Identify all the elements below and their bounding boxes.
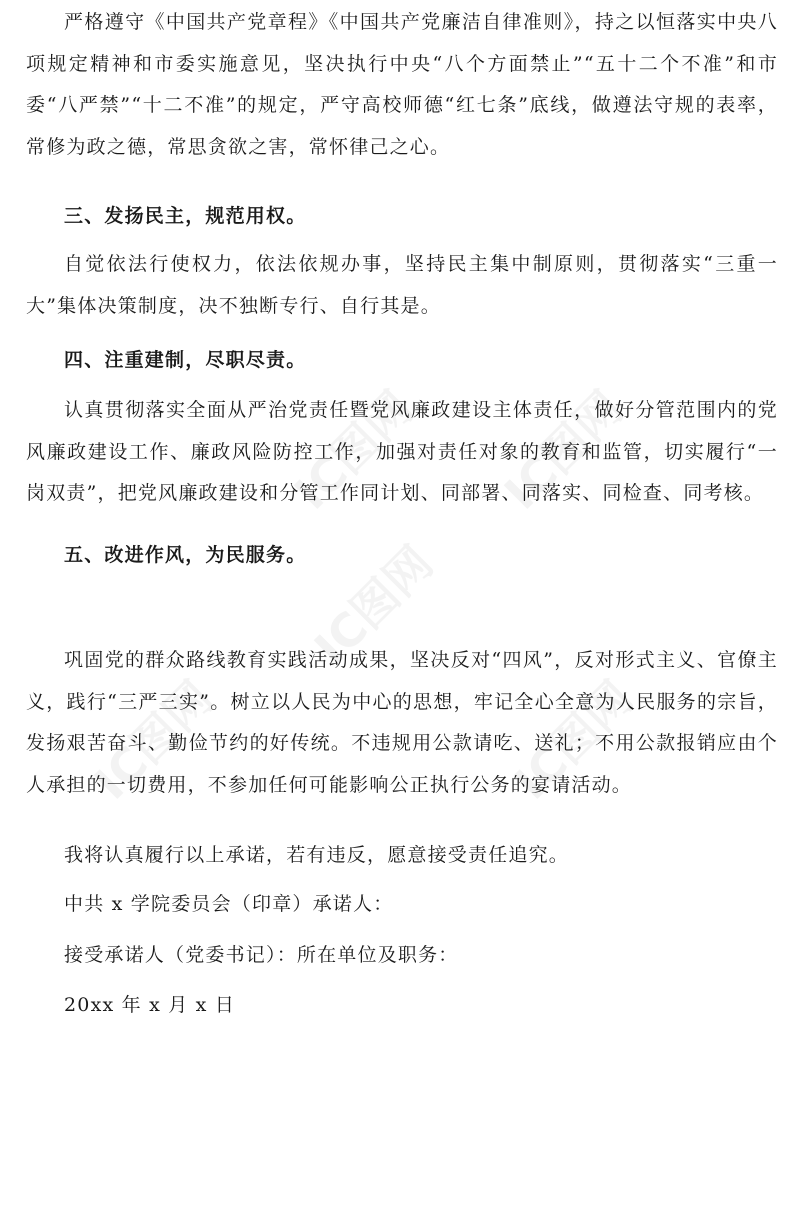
section-heading-5: 五、改进作风，为民服务。: [64, 544, 307, 566]
paragraph-responsibility: 认真贯彻落实全面从严治党责任暨党风廉政建设主体责任，做好分管范围内的党风廉政建设工作、廉政风险防控工作，加强对责任对象的教育和监管，切实履行“一岗双责”，把党风廉政建设和分管工作同计划、同部署、同落实、同检查、同考核。: [26, 399, 778, 504]
signature-recipient: 接受承诺人（党委书记）：所在单位及职务：: [64, 944, 459, 966]
section-heading-3: 三、发扬民主，规范用权。: [64, 205, 307, 227]
signature-committee: 中共 x 学院委员会（印章）承诺人：: [64, 893, 394, 915]
section-heading-4: 四、注重建制，尽职尽责。: [64, 349, 307, 371]
paragraph-work-style: 巩固党的群众路线教育实践活动成果，坚决反对“四风”，反对形式主义、官僚主义，践行“三严三实”。树立以人民为中心的思想，牢记全心全意为人民服务的宗旨，发扬艰苦奋斗、勤俭节约的好传统。不违规用公款请吃、送礼；不用公款报销应由个人承担的一切费用，不参加任何可能影响公正执行公务的宴请活动。: [26, 649, 778, 796]
paragraph-pledge: 我将认真履行以上承诺，若有违反，愿意接受责任追究。: [64, 844, 570, 866]
paragraph-democracy: 自觉依法行使权力，依法依规办事，坚持民主集中制原则，贯彻落实“三重一大”集体决策制度，决不独断专行、自行其是。: [26, 253, 778, 317]
signature-date: 20xx 年 x 月 x 日: [64, 994, 236, 1016]
paragraph-discipline: 严格遵守《中国共产党章程》《中国共产党廉洁自律准则》，持之以恒落实中央八项规定精神和市委实施意见，坚决执行中央“八个方面禁止”“五十二个不准”和市委“八严禁”“十二不准”的规定，严守高校师德“红七条”底线，做遵法守规的表率，常修为政之德，常思贪欲之害，常怀律己之心。: [26, 11, 778, 158]
